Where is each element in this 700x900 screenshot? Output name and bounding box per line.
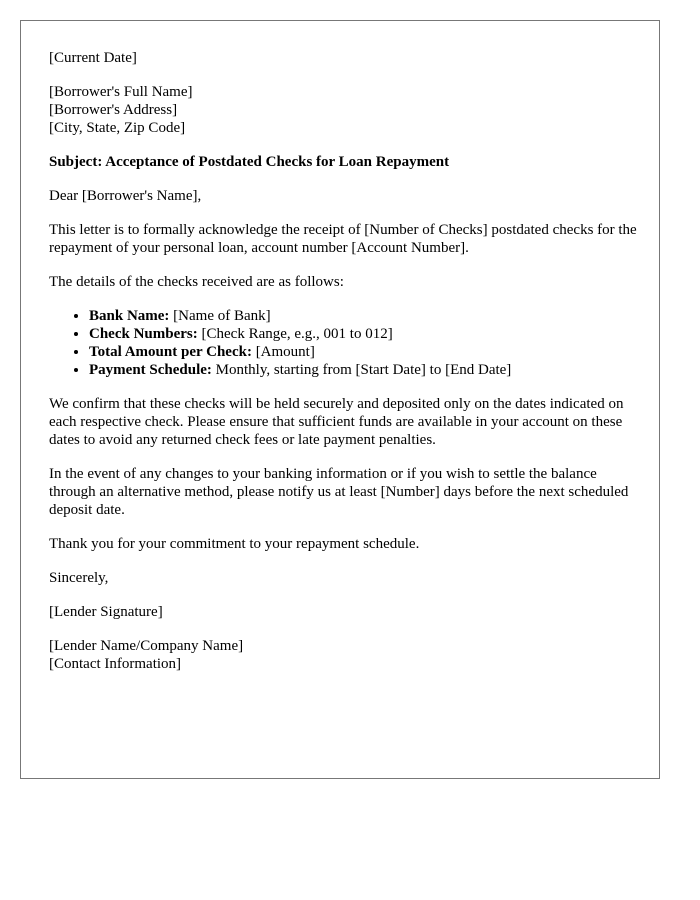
recipient-city-state-zip: [City, State, Zip Code] xyxy=(49,120,186,136)
letter-subject: Subject: Acceptance of Postdated Checks for Loan Repayment xyxy=(49,154,450,170)
detail-label: Check Numbers: xyxy=(89,326,198,342)
details-intro: The details of the checks received are as follows: xyxy=(49,274,344,290)
detail-amount-per-check xyxy=(89,343,639,361)
detail-value: [Check Range, e.g., 001 to 012] xyxy=(197,326,393,342)
recipient-address: [Borrower's Address] xyxy=(49,102,178,118)
letter-closing: Sincerely, xyxy=(49,570,109,586)
sender-block xyxy=(49,637,639,673)
detail-label: Payment Schedule: xyxy=(89,362,212,378)
intro-paragraph: This letter is to formally acknowledge the receipt of [Number of Checks] postdated checks for the repayment of your personal loan, account number [Account Number]. xyxy=(49,222,637,256)
letter-page xyxy=(20,20,660,779)
check-details-list xyxy=(49,307,639,379)
detail-value: Monthly, starting from [Start Date] to [End Date] xyxy=(211,362,512,378)
detail-value: [Name of Bank] xyxy=(169,308,271,324)
thanks-paragraph: Thank you for your commitment to your repayment schedule. xyxy=(49,536,420,552)
detail-check-numbers xyxy=(89,325,639,343)
sender-name: [Lender Name/Company Name] xyxy=(49,638,244,654)
letter-body xyxy=(49,49,639,689)
detail-bank-name xyxy=(89,307,639,325)
recipient-name: [Borrower's Full Name] xyxy=(49,84,193,100)
detail-payment-schedule xyxy=(89,361,639,379)
confirmation-paragraph: We confirm that these checks will be held securely and deposited only on the dates indicated on each respective check. Please ensure that sufficient funds are available in your account on these dates to avoid any returned check fees or late payment penalties. xyxy=(49,396,624,448)
sender-contact: [Contact Information] xyxy=(49,656,182,672)
letter-salutation: Dear [Borrower's Name], xyxy=(49,188,202,204)
changes-paragraph: In the event of any changes to your banking information or if you wish to settle the balance through an alternative method, please notify us at least [Number] days before the next scheduled deposit date. xyxy=(49,466,629,518)
detail-label: Bank Name: xyxy=(89,308,170,324)
detail-value: [Amount] xyxy=(251,344,315,360)
signature-placeholder: [Lender Signature] xyxy=(49,604,163,620)
letter-date: [Current Date] xyxy=(49,50,137,66)
recipient-block xyxy=(49,83,639,137)
detail-label: Total Amount per Check: xyxy=(89,344,252,360)
